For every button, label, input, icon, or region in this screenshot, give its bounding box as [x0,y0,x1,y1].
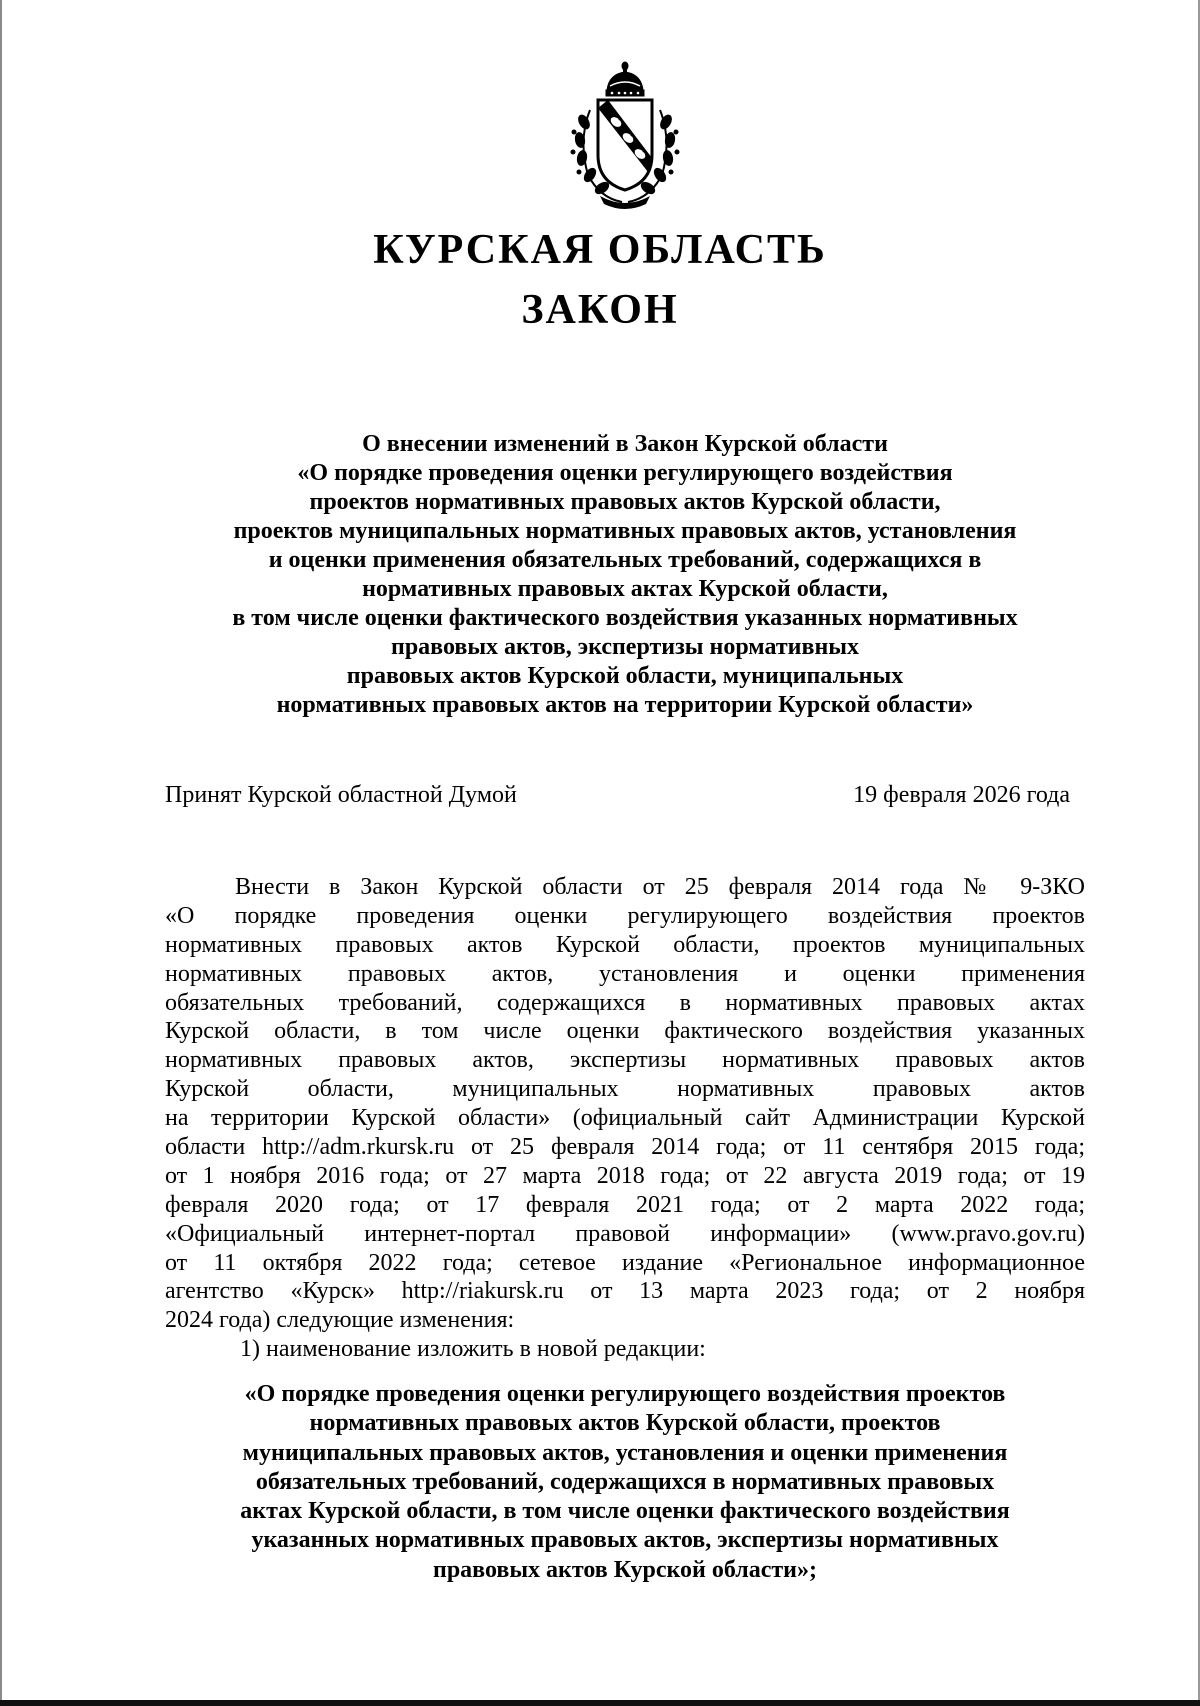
body-line: от 1 ноября 2016 года; от 27 марта 2018 года; от 22 августа 2019 года; от 19 [165,1162,1085,1189]
law-body [165,873,1085,1364]
body-line: «О порядке проведения оценки регулирующего воздействия проектов [165,902,1085,929]
body-line: Курской области, муниципальных нормативных правовых актов [165,1076,1085,1103]
body-line: нормативных правовых актов Курской области, проектов муниципальных [165,931,1085,958]
body-line: обязательных требований, содержащихся в нормативных правовых актах [165,989,1085,1016]
quote-line: актах Курской области, в том числе оценки фактического воздействия [240,1498,1010,1525]
adoption-line [165,780,1070,810]
crown-icon [606,62,644,96]
ribbon-icon [600,196,650,209]
document-type-heading: ЗАКОН [521,287,679,333]
quote-line: обязательных требований, содержащихся в нормативных правовых [255,1468,995,1495]
body-line: на территории Курской области» (официальный сайт Администрации Курской [165,1105,1085,1132]
title-line: нормативных правовых актов на территории Курской области» [276,692,974,718]
adopted-by: Принят Курской областной Думой [165,782,517,808]
title-line: проектов нормативных правовых актов Курской области, [309,489,941,515]
body-line: от 11 октября 2022 года; сетевое издание «Региональное информационное [165,1249,1085,1276]
title-line: нормативных правовых актах Курской области, [362,576,888,602]
title-line: проектов муниципальных нормативных правовых актов, установления [233,518,1017,544]
title-line: «О порядке проведения оценки регулирующего воздействия [297,460,953,486]
title-line: в том числе оценки фактического воздействия указанных нормативных [232,605,1018,631]
title-line: О внесении изменений в Закон Курской области [362,431,888,457]
quote-line: указанных нормативных правовых актов, экспертизы нормативных [251,1527,999,1554]
law-title [160,430,1090,720]
coat-of-arms-icon [560,60,690,210]
body-line: февраля 2020 года; от 17 февраля 2021 года; от 2 марта 2022 года; [165,1191,1085,1218]
body-line: нормативных правовых актов, экспертизы нормативных правовых актов [165,1047,1085,1074]
shield-icon [598,100,652,190]
body-line: «Официальный интернет-портал правовой информации» (www.pravo.gov.ru) [165,1220,1085,1247]
quote-line: правовых актов Курской области»; [432,1556,817,1583]
scan-edge-bottom [0,1700,1200,1706]
title-line: и оценки применения обязательных требований, содержащихся в [268,547,982,573]
body-line: Внести в Закон Курской области от 25 февраля 2014 года № 9-ЗКО [235,874,1085,900]
amendment-item-1: 1) наименование изложить в новой редакции: [240,1336,706,1363]
body-line: Курской области, в том числе оценки фактического воздействия указанных [165,1018,1085,1045]
new-title-quote [160,1380,1090,1585]
title-line: правовых актов Курской области, муниципальных [346,663,904,689]
quote-line: «О порядке проведения оценки регулирующего воздействия проектов [244,1381,1006,1407]
title-line: правовых актов, экспертизы нормативных [390,634,860,660]
quote-line: муниципальных правовых актов, установления и оценки применения [242,1439,1008,1466]
quote-line: нормативных правовых актов Курской области, проектов [309,1410,941,1437]
body-line: области http://adm.rkursk.ru от 25 февраля 2014 года; от 11 сентября 2015 года; [165,1134,1085,1161]
body-line: агентство «Курск» http://riakursk.ru от 13 марта 2023 года; от 2 ноября [165,1278,1085,1305]
body-line: 2024 года) следующие изменения: [165,1307,515,1334]
adoption-date: 19 февраля 2026 года [853,782,1070,808]
region-heading: КУРСКАЯ ОБЛАСТЬ [373,227,827,273]
body-line: нормативных правовых актов, установления и оценки применения [165,960,1085,987]
